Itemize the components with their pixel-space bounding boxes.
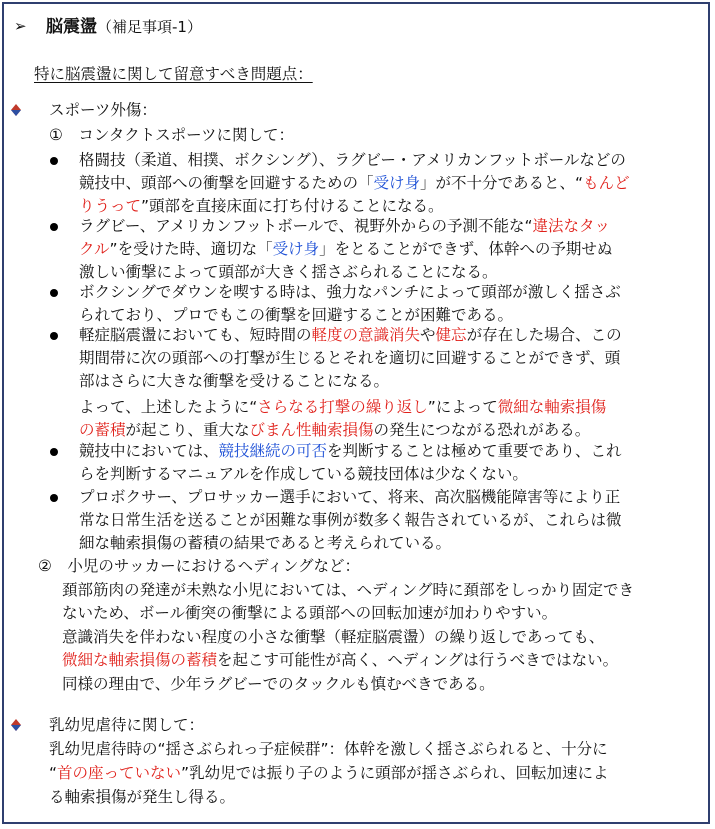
bullet-5-line: 競技中においては、競技継続の可否を判断することは極めて重要であり、これ	[79, 442, 622, 460]
abuse-line: “首の座っていない”乳幼児では振り子のように頭部が揺さぶられ、回転加速によ	[49, 764, 609, 782]
bullet-6-line: 細な軸索損傷の蓄積の結果であると考えられている。	[79, 534, 452, 552]
bullet-2-line: クル”を受けた時、適切な「受け身」をとることができず、体幹への予期せぬ	[79, 240, 613, 258]
bullet-4-line: 部はさらに大きな衝撃を受けることになる。	[79, 372, 390, 390]
bullet-4-line: 軽症脳震盪においても、短時間の軽度の意識消失や健忘が存在した場合、この	[79, 326, 622, 344]
section-heading-sports: スポーツ外傷：	[49, 101, 157, 119]
sub2-line: 頚部筋肉の発達が未熟な小児においては、ヘディング時に頚部をしっかり固定でき	[62, 581, 634, 599]
section-heading-abuse: 乳幼児虐待に関して：	[49, 716, 205, 734]
diamond-bullet-icon	[11, 104, 21, 116]
subtitle: 特に脳震盪に関して留意すべき問題点：	[34, 65, 313, 83]
bullet-dot	[50, 494, 58, 502]
bullet-dot	[50, 223, 58, 231]
bullet-3-line: られており、プロでもこの衝撃を回避することが困難である。	[79, 306, 514, 324]
abuse-line: 乳幼児虐待時の“揺さぶられっ子症候群”：体幹を激しく揺さぶられると、十分に	[49, 740, 608, 758]
bullet-3-line: ボクシングでダウンを喫する時は、強力なパンチによって頭部が激しく揺さぶ	[79, 283, 621, 301]
bullet-5-line: らを判断するマニュアルを作成している競技団体は少なくない。	[79, 465, 528, 483]
bullet-4-line: 期間帯に次の頭部への打撃が生じるとそれを適切に回避することができず、頭	[79, 349, 621, 367]
bullet-dot	[50, 289, 58, 297]
bullet-2-line: ラグビー、アメリカンフットボールで、視野外からの予測不能な“違法なタッ	[79, 217, 611, 235]
sub2-line: 微細な軸索損傷の蓄積を起こす可能性が高く、ヘディングは行うべきではない。	[62, 651, 619, 669]
bullet-2-line: 激しい衝撃によって頭部が大きく揺さぶられることになる。	[79, 263, 498, 281]
sub-heading-heading: ② 小児のサッカーにおけるヘディングなど：	[38, 557, 361, 575]
bullet-6-line: プロボクサー、プロサッカー選手において、将来、高次脳機能障害等により正	[79, 488, 621, 506]
bullet-dot	[50, 448, 58, 456]
bullet-dot	[50, 332, 58, 340]
sub2-line: 同様の理由で、少年ラグビーでのタックルも慎むべきである。	[62, 675, 495, 693]
bullet-6-line: 常な日常生活を送ることが困難な事例が数多く報告されているが、これらは微	[79, 511, 622, 529]
bullet-1-line: 競技中、頭部への衝撃を回避するための「受け身」が不十分であると、“もんど	[79, 174, 630, 192]
diamond-bullet-icon	[11, 719, 21, 731]
bullet-4-line: よって、上述したように“さらなる打撃の繰り返し”によって微細な軸索損傷	[79, 398, 607, 416]
bullet-1-line: 格闘技（柔道、相撲、ボクシング）、ラグビー・アメリカンフットボールなどの	[79, 151, 626, 169]
sub2-line: ないため、ボール衝突の衝撃による頭部への回転加速が加わりやすい。	[62, 604, 558, 622]
bullet-dot	[50, 157, 58, 165]
abuse-line: る軸索損傷が発生し得る。	[49, 788, 236, 806]
arrow-bullet-icon: ➢	[14, 17, 27, 35]
sub2-line: 意識消失を伴わない程度の小さな衝撃（軽症脳震盪）の繰り返しであっても、	[62, 628, 605, 646]
sub-heading-contact: ① コンタクトスポーツに関して：	[49, 126, 295, 144]
bullet-4-line: の蓄積が起こり、重大なびまん性軸索損傷の発生につながる恐れがある。	[79, 421, 591, 439]
page-title: 脳震盪（補足事項-1）	[46, 17, 202, 37]
bullet-1-line: りうって”頭部を直接床面に打ち付けることになる。	[79, 197, 444, 215]
